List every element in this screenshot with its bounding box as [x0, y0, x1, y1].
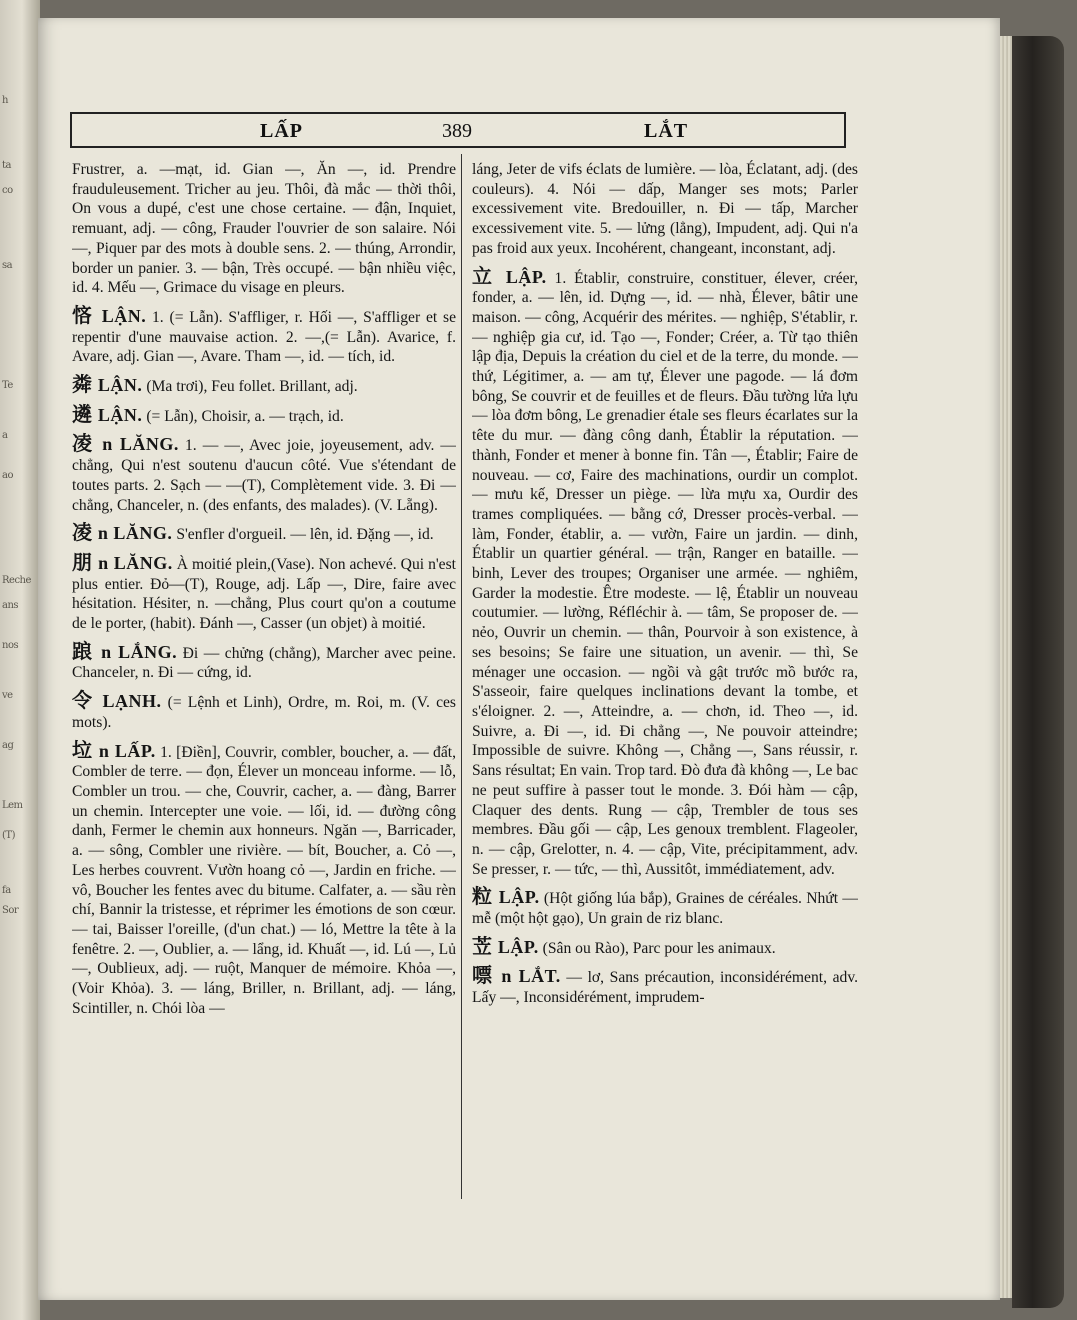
headword: n LĂNG.: [98, 552, 173, 573]
entry-text: Đi — chửng (chẳng), Marcher avec peine. Chanceler, n. Đi — cứng, id.: [72, 644, 456, 682]
left-edge-fragment: Sor: [2, 905, 19, 916]
entry-text: (Hột giống lúa bắp), Graines de céréales. Nhứt — mễ (một hột gạo), Un grain de riz blanc.: [472, 890, 858, 928]
left-edge-fragment: h: [2, 95, 8, 106]
han-character: 凌: [72, 522, 92, 545]
entry-text: (= Lẫn), Choisir, a. — trạch, id.: [142, 407, 344, 425]
left-edge-fragment: Lem: [2, 800, 23, 811]
headword: LẬP.: [497, 936, 539, 957]
header-left-word: LẤP: [260, 120, 303, 142]
entry-text: (Sân ou Rào), Parc pour les animaux.: [538, 939, 776, 957]
headword: LẬN.: [101, 305, 147, 326]
han-character: 踉: [72, 640, 94, 663]
dictionary-entry: [472, 160, 858, 259]
entry-text: (= Lệnh et Linh), Ordre, m. Roi, m. (V. ces mots).: [72, 694, 456, 731]
left-edge-fragment: Reche: [2, 575, 31, 586]
entry-text: 1. [Điền], Couvrir, combler, boucher, a. — đất, Combler de terre. — đọn, Élever un monceau informe. — lỗ, Combler un trou. — che, Couvrir, cacher, a. — đàng, Barrer un chemin. Intercepter une voie. — lối, id. — đường công danh, Fermer le chemin aux honneurs. Ngăn —, Barricader, a. — sông, Combler une rivière. — bít, Boucher, a. Cỏ —, Les herbes couvrent. Vườn hoang cỏ —, Jardin en friche. — vô, Boucher les fentes avec du bitume. Calfater, a. — sầu rèn chí, Bannir la tristesse, et réprimer les émotions de son cœur. — tai, Baisser l'oreille, (d'un chat.) — ló, Mettre la tête à la fenêtre. 2. —, Oublier, a. — lẩng, id. Khuất —, id. Lú —, Lủ —, Oublieux, adj. — ruột, Manquer de mémoire. Khỏa —, (Voir Khỏa). 3. — láng, Briller, n. Brillant, adj. — láng, Scintiller, n. Chói lòa —: [72, 743, 456, 1017]
dictionary-entry: [72, 551, 456, 634]
left-edge-fragment: ans: [2, 600, 19, 611]
header-right-word: LẮT: [644, 120, 689, 142]
dictionary-entry: [472, 935, 858, 959]
book-cover: [1012, 36, 1064, 1308]
entry-text: À moitié plein,(Vase). Non achevé. Qui n'est plus entier. Đỏ—(T), Rouge, adj. Lấp —, Dire, faire avec hésitation. Hésiter, n. —chẳng, Plus court qu'on a coutume de le porter, (habit). Đánh —, Casser (un objet) à moitié.: [72, 555, 456, 633]
dictionary-entry: [72, 739, 456, 1019]
left-column: [72, 160, 456, 1200]
left-edge-fragment: sa: [2, 260, 13, 271]
han-character: 苙: [472, 935, 492, 958]
han-character: 粒: [472, 886, 493, 909]
left-edge-fragment: ao: [2, 470, 13, 481]
left-edge-fragment: fa: [2, 885, 11, 896]
entry-text: (Ma trơi), Feu follet. Brillant, adj.: [142, 378, 358, 396]
right-column: [472, 160, 858, 1180]
headword: n LẮNG.: [101, 641, 178, 662]
dictionary-entry: [72, 304, 456, 367]
left-edge-fragment: co: [2, 185, 13, 196]
dictionary-entry: [472, 888, 858, 928]
left-edge-fragment: ag: [2, 740, 14, 751]
left-page-edge: [0, 0, 40, 1320]
page-number: 389: [442, 120, 472, 142]
han-character: 朋: [72, 551, 93, 574]
headword: n LẤP.: [98, 740, 156, 761]
column-divider: [461, 154, 462, 1199]
headword: LẬP.: [498, 887, 540, 908]
dictionary-entry: [72, 692, 456, 732]
dictionary-entry: [72, 376, 456, 397]
dictionary-entry: [72, 160, 456, 298]
han-character: 嘌: [472, 965, 494, 988]
entry-text: Frustrer, a. —mạt, id. Gian —, Ăn —, id. Prendre frauduleusement. Tricher au jeu. Thôi, đà mắc — thời thôi, On vous a dupé, c'est une chose certaine. — đận, Inquiet, remuant, adj. — công, Frauder l'ouvrier de son salaire. Nói —, Piquer par des mots à double sens. 2. — thúng, Arrondir, border un panier. 3. — bận, Très occupé. — bận nhiều việc, id. 4. Mếu —, Grimace du visage en pleurs.: [72, 161, 456, 297]
entry-text: — lơ, Sans précaution, inconsidérément, adv. Lấy —, Inconsidérément, imprudem-: [472, 969, 858, 1007]
han-character: 垃: [72, 739, 93, 762]
left-edge-fragment: ta: [2, 160, 11, 171]
left-edge-fragment: ve: [2, 690, 13, 701]
entry-text: S'enfler d'orgueil. — lên, id. Đặng —, id.: [172, 526, 434, 544]
page-header: [70, 112, 846, 148]
headword: LẬP.: [505, 266, 547, 287]
han-character: 立: [472, 265, 496, 288]
entry-text: 1. (= Lẫn). S'affliger, r. Hối —, S'affliger et se repentir d'une mauvaise action. 2. —,(= Lẫn). Avarice, f. Avare, adj. Gian —, Avare. Tham —, id. — tích, id.: [72, 308, 456, 366]
headword: n LĂNG.: [97, 523, 173, 544]
han-character: 令: [72, 690, 95, 713]
left-edge-fragment: nos: [2, 640, 19, 651]
entry-text: 1. — —, Avec joie, joyeusement, adv. — chẳng, Qui n'est soutenu d'aucun côté. Vue s'étendant de toutes parts. 2. Sạch — —(T), Complètement vide. 3. Đi — chẳng, Chanceler, n. (des enfants, des malades). (V. Lẵng).: [72, 437, 456, 514]
dictionary-entry: [72, 403, 456, 427]
headword: n LẮT.: [501, 966, 561, 987]
entry-text: 1. Établir, construire, constituer, élever, créer, fonder, a. — lên, id. Dựng —, id. — nhà, Élever, bâtir une maison. — công, Acquérir des mérites. — nghiệp, S'établir, r. — nghiệp gia cư, id. Tạo —, Fonder; Créer, a. Từ tạo thiên lập địa, Depuis la création du ciel et de la terre, du monde. — thứ, Légitimer, a. — am tự, Élever une pagode. — lá đơm bông, Se couvrir et de feuilles et de fleurs. Đầu tường lửa lựu — lòa đơm bông, Le grenadier étale ses fleurs écarlates sur la tête du mur. — đàng công danh, Établir la réputation. — thành, Fonder et mener à bonne fin. Tân —, Établir; Faire de nouveau. — cơ, Faire des machinations, ourdir un complot. — mưu kế, Dresser un piège. — lừa mựu xa, Ourdir des trames compliquées. — bằng cớ, Dresser procès-verbal. — làm, Fonder, établir, a. — vườn, Faire un jardin. — dinh, Établir un quartier général. — trận, Ranger en bataille. — binh, Lever des troupes; Organiser une armée. — nghiêm, Garder la modestie. Être modeste. — lệ, Établir un nouveau coutumier. — lường, Réfléchir à. — tâm, Se proposer de. — nẻo, Ouvrir un chemin. — thân, Pourvoir à son existence, à ses besoins; Se faire une situation, un avenir. — thì, Se ménager une occasion. — ngồi và gật trước mồ bước ra, S'asseoir, faire quelques inclinations devant la tombe, et s'éloigner. 2. —, Atteindre, a. — chơn, id. Theo —, id. Suivre, a. Đi —, id. Đi chẳng —, Ne pouvoir atteindre; Impossible de suivre. Không —, Chẳng —, Sans réussir, r. Sans résultat; En vain. Trop tard. Đò đưa đà không —, Le bac ne peut suffire à passer tout le monde. 3. Đói hàm — cập, Claquer des dents. Rung — cập, Trembler de tous ses membres. Đầu gối — cập, Les genoux tremblent. Flageoler, n. — cập, Grelotter, n. 4. — cập, Vite, précipitamment, adv. Se presser, r. — tức, — thì, Aussitôt, immédiatement, adv.: [472, 269, 858, 878]
dictionary-entry: [472, 967, 858, 1007]
left-edge-fragment: Te: [2, 380, 13, 391]
dictionary-entry: [472, 265, 858, 880]
left-edge-fragment: a: [2, 430, 8, 441]
headword: LẠNH.: [102, 691, 162, 712]
entry-text: láng, Jeter de vifs éclats de lumière. — lòa, Éclatant, adj. (des couleurs). 4. Nói — dấp, Manger ses mots; Parler excessivement vite. Bredouiller, n. Đi — tấp, Marcher excessivement vite. 5. — lửng (lẳng), Impudent, adj. Qui n'a pas froid aux yeux. Incohérent, changeant, inconstant, adj.: [472, 161, 858, 257]
dictionary-entry: [72, 435, 456, 515]
han-character: 粦: [72, 374, 92, 397]
han-character: 凌: [72, 433, 95, 456]
headword: LẬN.: [97, 375, 143, 396]
headword: n LĂNG.: [102, 434, 179, 455]
dictionary-entry: [72, 640, 456, 683]
headword: LẬN.: [97, 404, 143, 425]
han-character: 遴: [72, 403, 92, 426]
han-character: 悋: [72, 304, 94, 327]
left-edge-fragment: (T): [2, 830, 15, 841]
dictionary-entry: [72, 524, 456, 545]
